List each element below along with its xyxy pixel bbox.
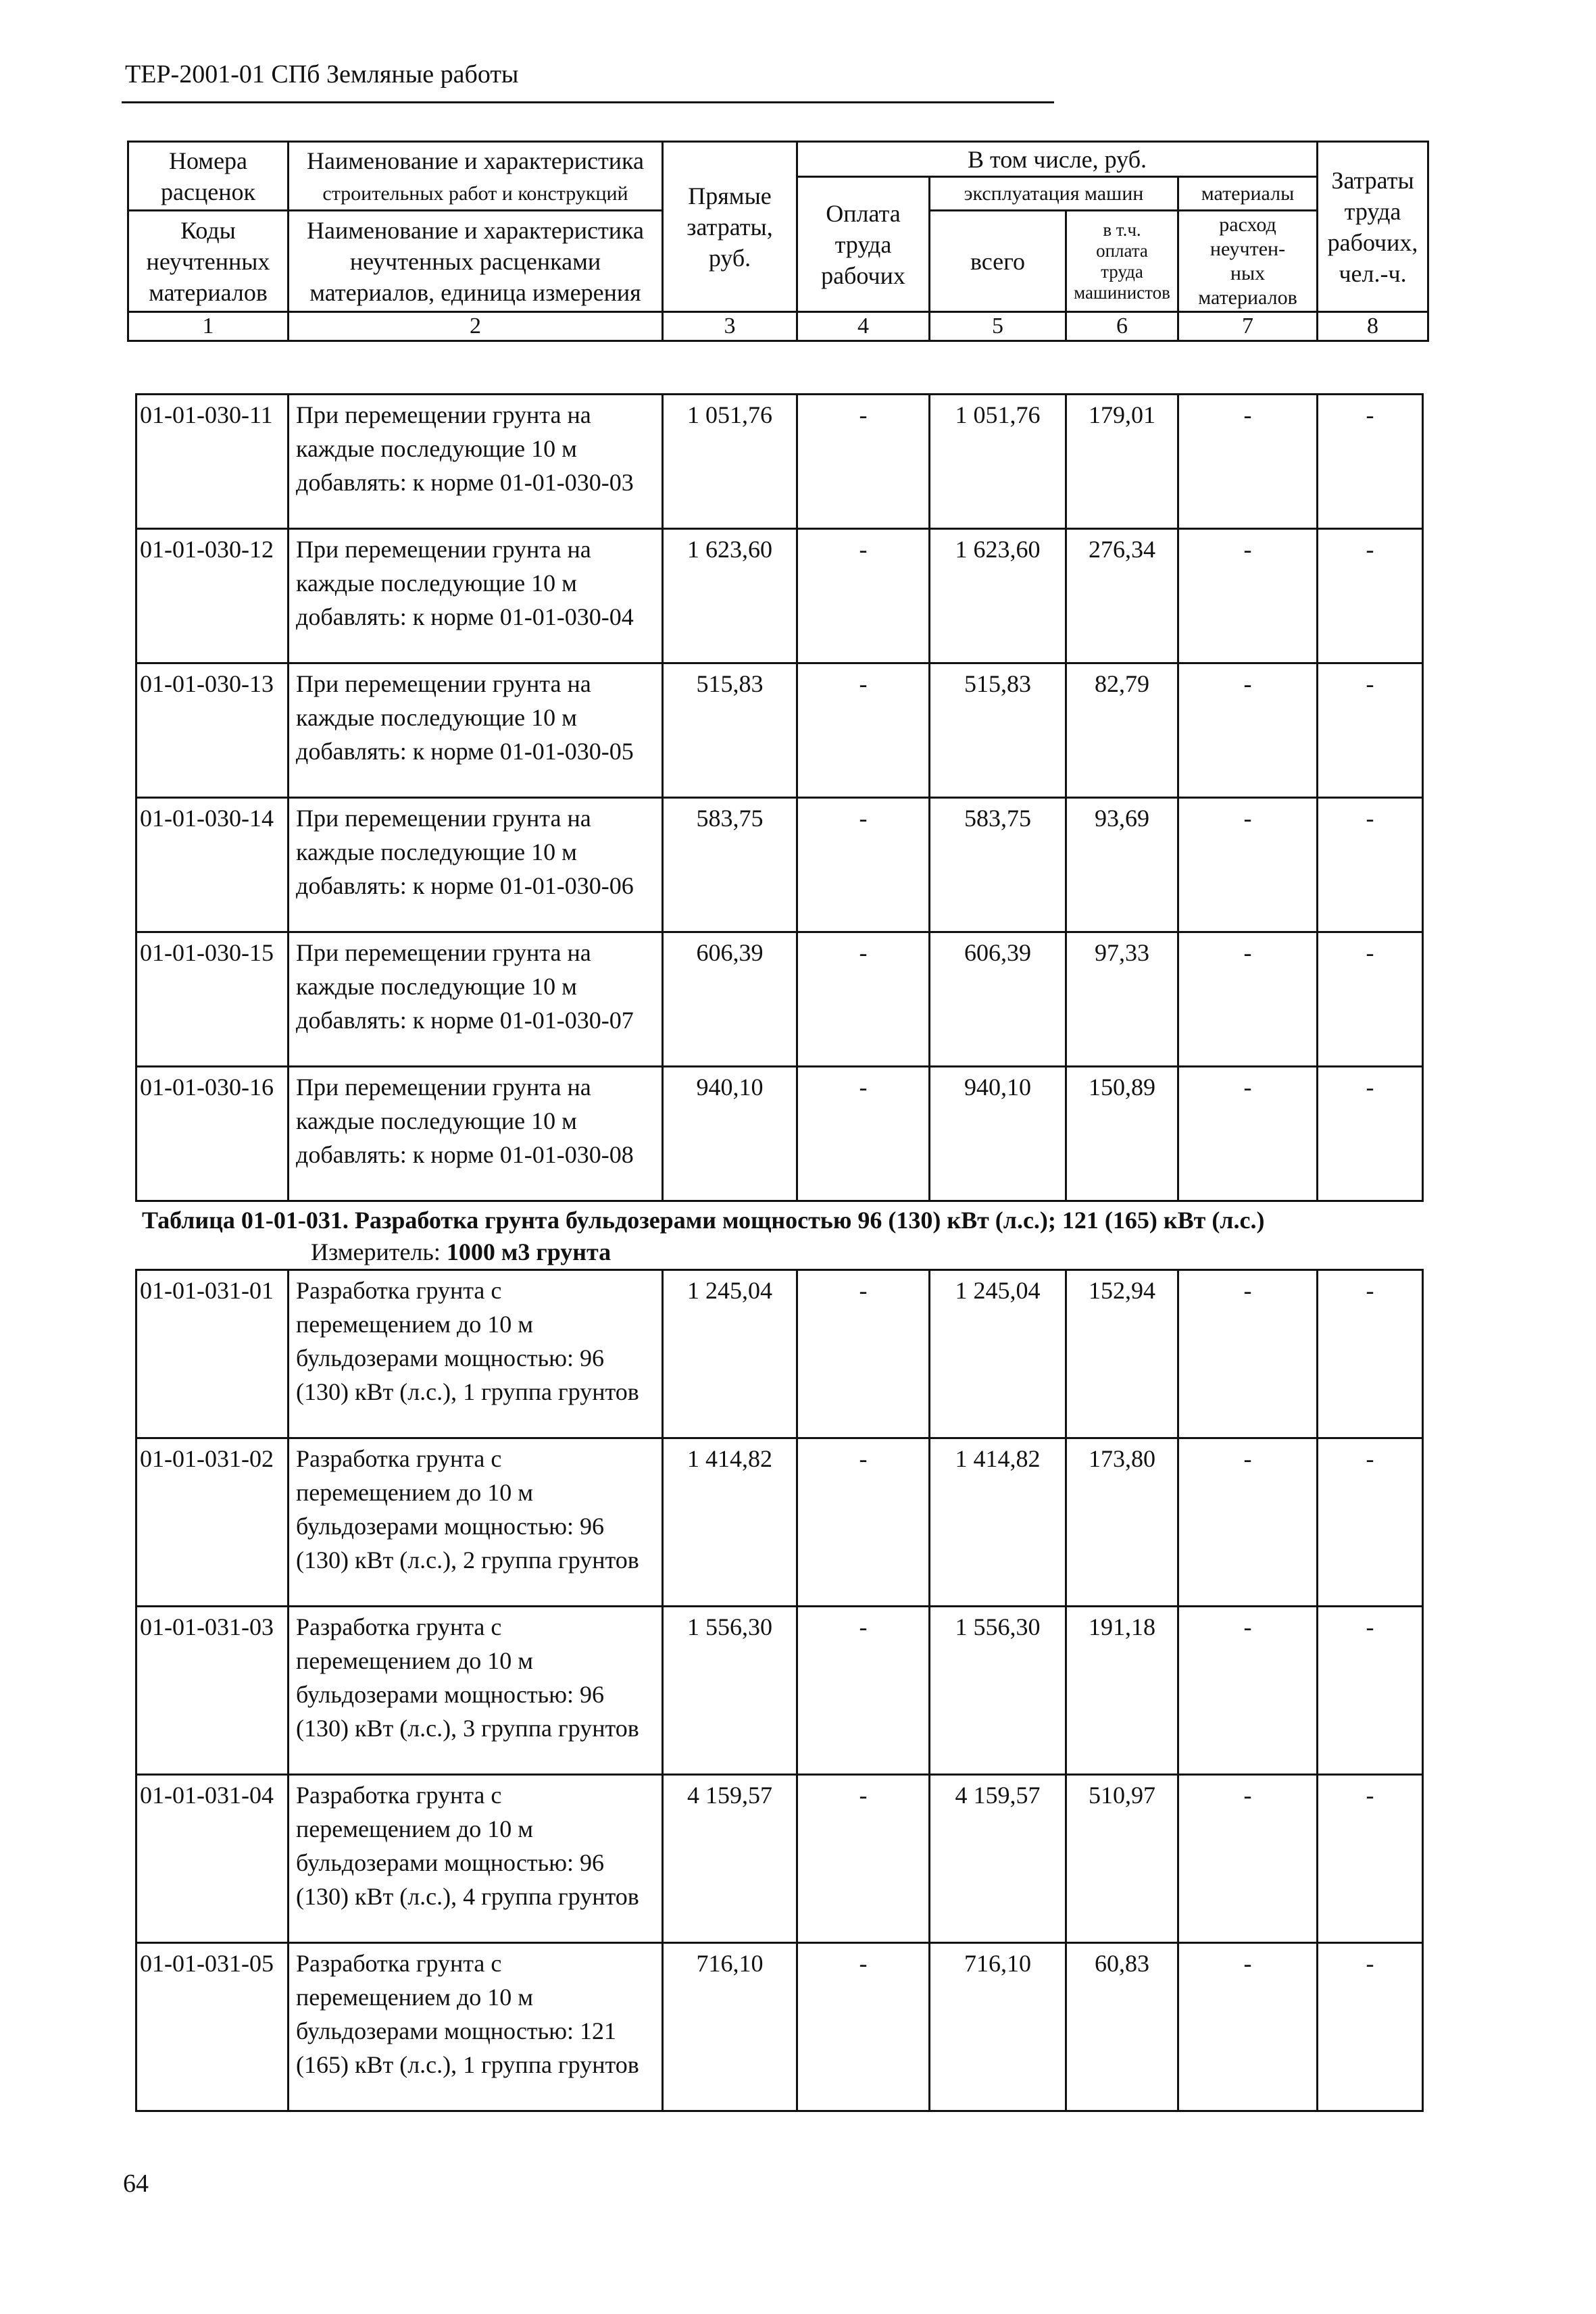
machinist-pay: 173,80 <box>1066 1438 1178 1607</box>
rate-code: 01-01-030-11 <box>136 395 289 529</box>
labor-hours: - <box>1318 1067 1423 1201</box>
material-consumption: - <box>1178 1067 1318 1201</box>
table-row <box>136 1775 1423 1943</box>
labor-hours: - <box>1318 932 1423 1067</box>
rate-description: При перемещении грунта на каждые последующие 10 м добавлять: к норме 01-01-030-08 <box>289 1067 663 1201</box>
header-including: В том числе, руб. <box>797 142 1318 177</box>
material-consumption: - <box>1178 1270 1318 1438</box>
table-row <box>136 1438 1423 1607</box>
worker-pay: - <box>797 1775 930 1943</box>
worker-pay: - <box>797 932 930 1067</box>
header-rule <box>122 101 1054 103</box>
rates-table-030 <box>135 393 1424 1202</box>
machinist-pay: 82,79 <box>1066 663 1178 798</box>
header-material-name: Наименование и характеристика неучтенных расценками материалов, единица измерения <box>289 211 663 312</box>
direct-costs: 1 051,76 <box>663 395 797 529</box>
machinist-pay: 276,34 <box>1066 529 1178 663</box>
direct-costs: 606,39 <box>663 932 797 1067</box>
header-machinist-pay: в т.ч. оплата труда машинистов <box>1066 211 1178 312</box>
rate-description: Разработка грунта с перемещением до 10 м бульдозерами мощностью: 121 (165) кВт (л.с.), 1 группа грунтов <box>289 1943 663 2111</box>
column-number: 4 <box>797 312 930 341</box>
table-row <box>136 1943 1423 2111</box>
machine-total: 716,10 <box>930 1943 1066 2111</box>
labor-hours: - <box>1318 1438 1423 1607</box>
rate-description: При перемещении грунта на каждые последующие 10 м добавлять: к норме 01-01-030-03 <box>289 395 663 529</box>
direct-costs: 1 556,30 <box>663 1607 797 1775</box>
machine-total: 1 051,76 <box>930 395 1066 529</box>
rate-code: 01-01-030-16 <box>136 1067 289 1201</box>
header-labor-hours: Затраты труда рабочих, чел.-ч. <box>1318 142 1428 312</box>
material-consumption: - <box>1178 663 1318 798</box>
rate-code: 01-01-031-01 <box>136 1270 289 1438</box>
worker-pay: - <box>797 395 930 529</box>
table-row <box>136 529 1423 663</box>
worker-pay: - <box>797 1607 930 1775</box>
machine-total: 1 623,60 <box>930 529 1066 663</box>
machinist-pay: 60,83 <box>1066 1943 1178 2111</box>
table-row <box>136 1270 1423 1438</box>
direct-costs: 1 245,04 <box>663 1270 797 1438</box>
rate-code: 01-01-030-13 <box>136 663 289 798</box>
column-number-row <box>128 312 1428 341</box>
direct-costs: 515,83 <box>663 663 797 798</box>
table-row <box>136 663 1423 798</box>
rate-code: 01-01-030-12 <box>136 529 289 663</box>
page-number: 64 <box>123 2169 149 2198</box>
worker-pay: - <box>797 1438 930 1607</box>
header-rate-numbers: Номера расценок <box>128 142 289 211</box>
rate-description: При перемещении грунта на каждые последующие 10 м добавлять: к норме 01-01-030-06 <box>289 798 663 932</box>
rate-description: При перемещении грунта на каждые последующие 10 м добавлять: к норме 01-01-030-05 <box>289 663 663 798</box>
rate-code: 01-01-031-05 <box>136 1943 289 2111</box>
header-machine-total: всего <box>930 211 1066 312</box>
material-consumption: - <box>1178 932 1318 1067</box>
worker-pay: - <box>797 1270 930 1438</box>
machinist-pay: 191,18 <box>1066 1607 1178 1775</box>
material-consumption: - <box>1178 1438 1318 1607</box>
header-worker-pay: Оплата труда рабочих <box>797 177 930 312</box>
rate-description: Разработка грунта с перемещением до 10 м бульдозерами мощностью: 96 (130) кВт (л.с.), 2 группа грунтов <box>289 1438 663 1607</box>
page-header: ТЕР-2001-01 СПб Земляные работы <box>125 60 519 89</box>
table-row <box>136 395 1423 529</box>
header-direct-costs: Прямые затраты, руб. <box>663 142 797 312</box>
rate-description: При перемещении грунта на каждые последующие 10 м добавлять: к норме 01-01-030-04 <box>289 529 663 663</box>
rates-table-031 <box>135 1269 1424 2112</box>
machinist-pay: 152,94 <box>1066 1270 1178 1438</box>
material-consumption: - <box>1178 1943 1318 2111</box>
column-header-table <box>127 141 1429 342</box>
table-row <box>136 1067 1423 1201</box>
column-number: 7 <box>1178 312 1318 341</box>
direct-costs: 583,75 <box>663 798 797 932</box>
machine-total: 606,39 <box>930 932 1066 1067</box>
material-consumption: - <box>1178 798 1318 932</box>
direct-costs: 716,10 <box>663 1943 797 2111</box>
machine-total: 583,75 <box>930 798 1066 932</box>
machinist-pay: 179,01 <box>1066 395 1178 529</box>
material-consumption: - <box>1178 1607 1318 1775</box>
rate-code: 01-01-030-15 <box>136 932 289 1067</box>
labor-hours: - <box>1318 1775 1423 1943</box>
worker-pay: - <box>797 798 930 932</box>
header-work-name: Наименование и характеристика строительных работ и конструкций <box>289 142 663 211</box>
header-unaccounted-codes: Коды неучтенных материалов <box>128 211 289 312</box>
worker-pay: - <box>797 529 930 663</box>
rate-description: Разработка грунта с перемещением до 10 м бульдозерами мощностью: 96 (130) кВт (л.с.), 1 группа грунтов <box>289 1270 663 1438</box>
rate-description: Разработка грунта с перемещением до 10 м бульдозерами мощностью: 96 (130) кВт (л.с.), 4 группа грунтов <box>289 1775 663 1943</box>
header-material-consumption: расход неучтен- ных материалов <box>1178 211 1318 312</box>
machine-total: 1 556,30 <box>930 1607 1066 1775</box>
labor-hours: - <box>1318 395 1423 529</box>
header-machine-operation: эксплуатация машин <box>930 177 1178 211</box>
machinist-pay: 93,69 <box>1066 798 1178 932</box>
machinist-pay: 510,97 <box>1066 1775 1178 1943</box>
material-consumption: - <box>1178 529 1318 663</box>
labor-hours: - <box>1318 1607 1423 1775</box>
direct-costs: 1 414,82 <box>663 1438 797 1607</box>
worker-pay: - <box>797 663 930 798</box>
labor-hours: - <box>1318 1943 1423 2111</box>
column-number: 5 <box>930 312 1066 341</box>
machinist-pay: 97,33 <box>1066 932 1178 1067</box>
direct-costs: 1 623,60 <box>663 529 797 663</box>
rate-code: 01-01-031-02 <box>136 1438 289 1607</box>
rate-description: Разработка грунта с перемещением до 10 м бульдозерами мощностью: 96 (130) кВт (л.с.), 3 группа грунтов <box>289 1607 663 1775</box>
machine-total: 4 159,57 <box>930 1775 1066 1943</box>
material-consumption: - <box>1178 1775 1318 1943</box>
labor-hours: - <box>1318 1270 1423 1438</box>
labor-hours: - <box>1318 798 1423 932</box>
rate-code: 01-01-031-03 <box>136 1607 289 1775</box>
machine-total: 1 414,82 <box>930 1438 1066 1607</box>
table-row <box>136 932 1423 1067</box>
machine-total: 1 245,04 <box>930 1270 1066 1438</box>
machinist-pay: 150,89 <box>1066 1067 1178 1201</box>
direct-costs: 4 159,57 <box>663 1775 797 1943</box>
rate-description: При перемещении грунта на каждые последующие 10 м добавлять: к норме 01-01-030-07 <box>289 932 663 1067</box>
labor-hours: - <box>1318 663 1423 798</box>
machine-total: 515,83 <box>930 663 1066 798</box>
material-consumption: - <box>1178 395 1318 529</box>
column-number: 1 <box>128 312 289 341</box>
column-number: 3 <box>663 312 797 341</box>
table-row <box>136 1607 1423 1775</box>
rate-code: 01-01-030-14 <box>136 798 289 932</box>
header-materials: материалы <box>1178 177 1318 211</box>
direct-costs: 940,10 <box>663 1067 797 1201</box>
machine-total: 940,10 <box>930 1067 1066 1201</box>
labor-hours: - <box>1318 529 1423 663</box>
column-number: 8 <box>1318 312 1428 341</box>
worker-pay: - <box>797 1067 930 1201</box>
table-caption: Таблица 01-01-031. Разработка грунта бульдозерами мощностью 96 (130) кВт (л.с.); 121 (165) кВт (л.с.) <box>142 1207 1265 1234</box>
worker-pay: - <box>797 1943 930 2111</box>
rate-code: 01-01-031-04 <box>136 1775 289 1943</box>
table-row <box>136 798 1423 932</box>
measure-unit: Измеритель: 1000 м3 грунта <box>311 1238 612 1265</box>
column-number: 2 <box>289 312 663 341</box>
column-number: 6 <box>1066 312 1178 341</box>
